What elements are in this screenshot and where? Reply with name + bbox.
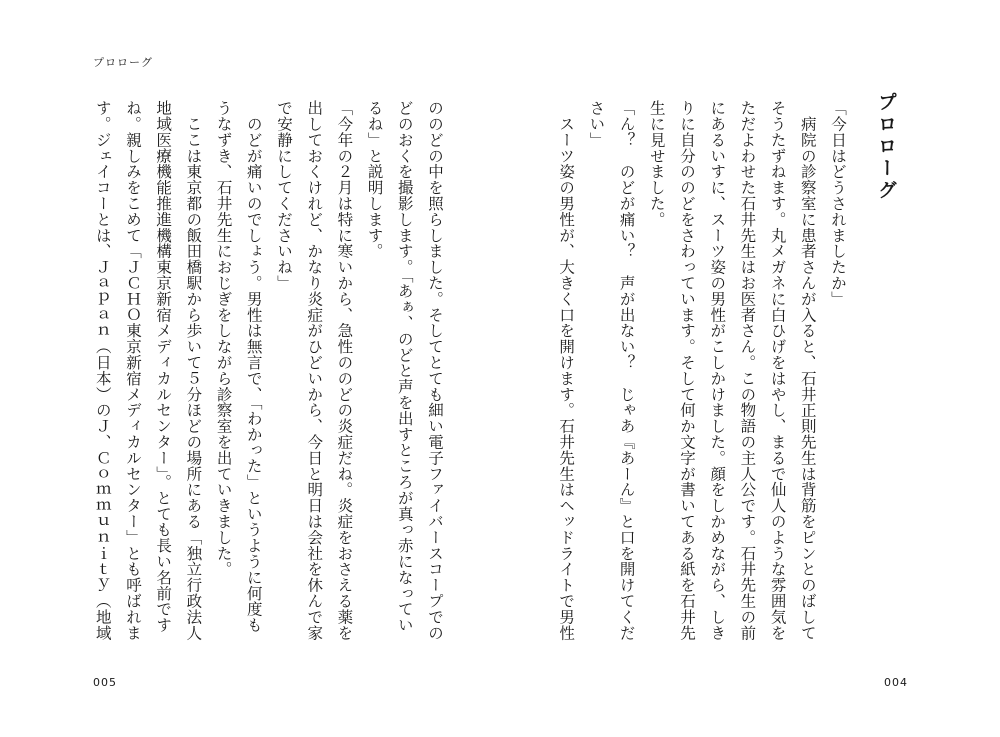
body-line: さい」 [587, 100, 606, 148]
body-line: 生に見せました。 [647, 100, 666, 228]
body-line: で安静にしてくださいね」 [274, 100, 293, 291]
body-line: にあるいすに、スーツ姿の男性がこしかけました。顔をしかめながら、しき [708, 100, 727, 641]
body-line: ののどの中を照らしました。そしてとても細い電子ファイバースコープでの [426, 100, 444, 641]
body-line: 出しておくけれど、かなり炎症がひどいから、今日と明日は会社を休んで家 [305, 100, 324, 641]
body-line: のどが痛いのでしょう。男性は無言で、「わかった」というように何度も [244, 100, 263, 633]
body-line: うなずき、石井先生におじぎをしながら診察室を出ていきました。 [214, 100, 233, 577]
body-line: スーツ姿の男性が、大きく口を開けます。石井先生はヘッドライトで男性 [557, 100, 576, 641]
body-line: そうたずねます。丸メガネに白ひげをはやし、まるで仙人のような雰囲気を [768, 100, 787, 641]
body-line: りに自分ののどをさわっています。そして何か文字が書いてある紙を石井先 [677, 100, 696, 641]
body-line: 「今日はどうされましたか」 [829, 100, 847, 307]
body-line: るね」と説明します。 [365, 100, 384, 259]
body-line: ここは東京都の飯田橋駅から歩いて５分ほどの場所にある「独立行政法人 [184, 100, 203, 641]
body-line: 「ん？ のどが痛い？ 声が出ない？ じゃあ『あーん』と口を開けてくだ [617, 100, 636, 641]
right-page-body [557, 100, 853, 641]
page-number-right: 004 [884, 676, 908, 689]
running-head: プロローグ [93, 56, 153, 69]
body-line: 地域医療機能推進機構東京新宿メディカルセンター」。とても長い名前です [154, 100, 173, 633]
body-line: 病院の診察室に患者さんが入ると、石井正則先生は背筋をピンとのばして [798, 100, 817, 641]
left-page-body [93, 100, 450, 641]
body-line: ただよわせた石井先生はお医者さん。この物語の主人公です。石井先生の前 [738, 100, 757, 641]
page-number-left: 005 [93, 676, 117, 689]
chapter-title: プロローグ [875, 92, 897, 202]
body-line: ね。親しみをこめて「ＪＣＨＯ東京新宿メディカルセンター」とも呼ばれま [123, 100, 142, 641]
body-line: す。ジェイコーとは、Ｊａｐａｎ（日本）のＪ、Ｃｏｍｍｕｎｉｔｙ（地域 [93, 100, 112, 641]
body-line: 「今年の２月は特に寒いから、急性ののどの炎症だね。炎症をおさえる薬を [335, 100, 354, 641]
body-line: どのおくを撮影します。「あぁ、のどと声を出すところが真っ赤になってい [395, 100, 414, 633]
